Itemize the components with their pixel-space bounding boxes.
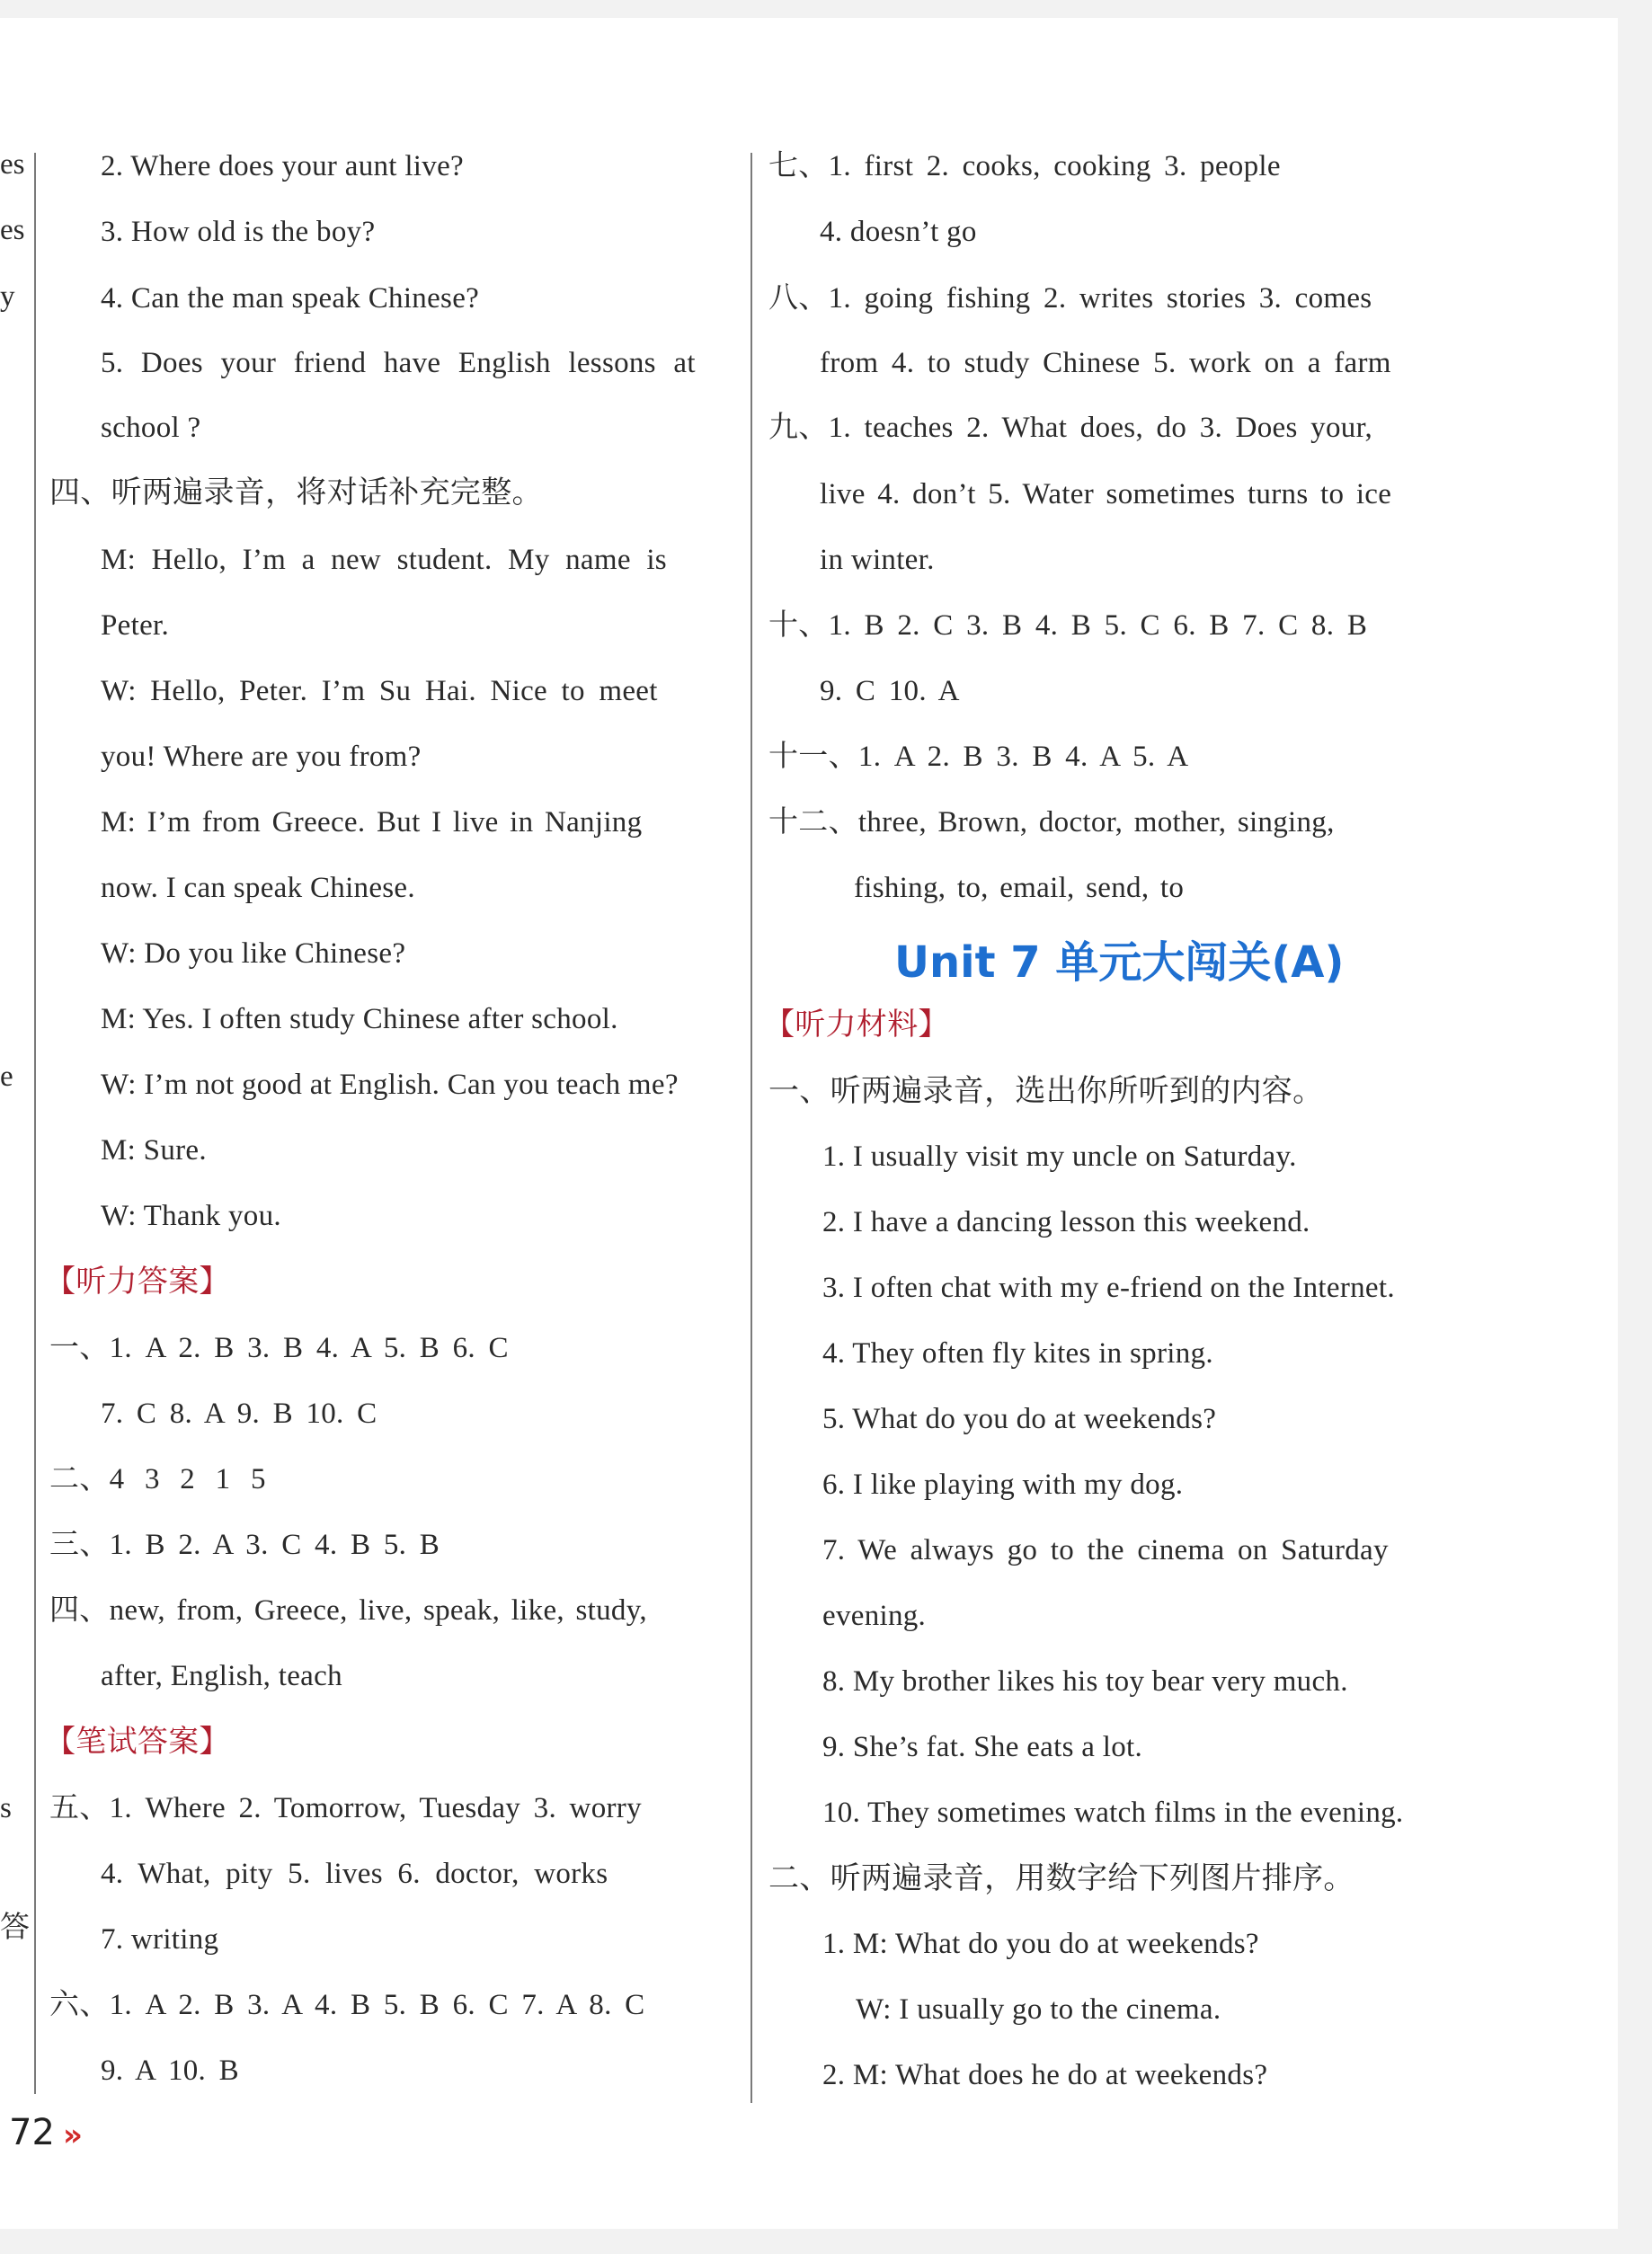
answer-line: 一、1. A 2. B 3. B 4. A 5. B 6. C [49, 1332, 509, 1364]
dialogue-line: now. I can speak Chinese. [101, 872, 415, 904]
answer-line: 八、1. going fishing 2. writes stories 3. comes [768, 282, 1372, 315]
dialogue-line: Peter. [101, 609, 170, 642]
material-line: 1. I usually visit my uncle on Saturday. [822, 1140, 1297, 1173]
edge-fragment: es [0, 214, 25, 246]
written-answers-header: 【笔试答案】 [45, 1724, 230, 1760]
section-title: 一、听两遍录音，选出你所听到的内容。 [768, 1073, 1324, 1109]
answer-line: 十二、three, Brown, doctor, mother, singing, [768, 806, 1335, 839]
answer-line: fishing, to, email, send, to [854, 872, 1185, 904]
dialogue-line: W: Thank you. [101, 1200, 281, 1232]
edge-fragment: e [0, 1060, 13, 1093]
question-line: 5. Does your friend have English lessons at [101, 347, 696, 379]
dialogue-line: W: Hello, Peter. I’m Su Hai. Nice to meet [101, 675, 658, 707]
dialogue-line: M: Hello, I’m a new student. My name is [101, 544, 667, 576]
listening-answers-header: 【听力答案】 [45, 1264, 230, 1300]
material-line: 1. M: What do you do at weekends? [822, 1928, 1259, 1960]
dialogue-line: W: Do you like Chinese? [101, 937, 406, 970]
answer-line: after, English, teach [101, 1660, 342, 1692]
answer-line: in winter. [820, 544, 935, 576]
material-line: 2. I have a dancing lesson this weekend. [822, 1206, 1310, 1238]
edge-fragment: y [0, 280, 15, 313]
material-line: evening. [822, 1600, 927, 1632]
answer-line: 9. A 10. B [101, 2054, 239, 2087]
answer-line: 4. What, pity 5. lives 6. doctor, works [101, 1858, 608, 1890]
material-line: 6. I like playing with my dog. [822, 1469, 1184, 1501]
material-line: 5. What do you do at weekends? [822, 1403, 1217, 1435]
answer-line: live 4. don’t 5. Water sometimes turns to ice [820, 478, 1392, 510]
page-number: 72 [9, 2112, 55, 2153]
material-line: 8. My brother likes his toy bear very much. [822, 1665, 1348, 1698]
question-line: 4. Can the man speak Chinese? [101, 282, 480, 315]
chevron-right-icon: » [63, 2117, 83, 2153]
section-title: 四、听两遍录音，将对话补充完整。 [49, 475, 543, 510]
answer-line: 六、1. A 2. B 3. A 4. B 5. B 6. C 7. A 8. C [49, 1989, 645, 2021]
answer-line: 十一、1. A 2. B 3. B 4. A 5. A [768, 741, 1189, 773]
answer-line: 四、new, from, Greece, live, speak, like, study, [49, 1594, 647, 1627]
unit-title: Unit 7 单元大闯关(A) [894, 937, 1345, 988]
material-line: 3. I often chat with my e-friend on the Internet. [822, 1272, 1395, 1304]
material-line: 4. They often fly kites in spring. [822, 1337, 1213, 1370]
answer-line: 五、1. Where 2. Tomorrow, Tuesday 3. worry [49, 1792, 642, 1824]
column-divider [751, 153, 752, 2103]
material-line: 9. She’s fat. She eats a lot. [822, 1731, 1143, 1763]
dialogue-line: W: I’m not good at English. Can you teach me? [101, 1069, 679, 1101]
edge-fragment: 答 [0, 1909, 30, 1944]
edge-fragment: es [0, 148, 25, 181]
answer-line: 二、4 3 2 1 5 [49, 1463, 266, 1495]
answer-line: 4. doesn’t go [820, 216, 977, 248]
answer-line: 三、1. B 2. A 3. C 4. B 5. B [49, 1529, 440, 1561]
section-title: 二、听两遍录音，用数字给下列图片排序。 [768, 1860, 1354, 1896]
left-rule [34, 153, 36, 2094]
dialogue-line: M: Sure. [101, 1134, 207, 1167]
answer-line: 7. C 8. A 9. B 10. C [101, 1398, 377, 1430]
answer-line: 七、1. first 2. cooks, cooking 3. people [768, 150, 1281, 182]
answer-line: 7. writing [101, 1923, 219, 1956]
edge-fragment: s [0, 1792, 12, 1824]
dialogue-line: M: I’m from Greece. But I live in Nanjing [101, 806, 643, 839]
question-line: 2. Where does your aunt live? [101, 150, 464, 182]
answer-line: 九、1. teaches 2. What does, do 3. Does your, [768, 412, 1373, 444]
material-line: 2. M: What does he do at weekends? [822, 2059, 1268, 2091]
dialogue-line: M: Yes. I often study Chinese after school. [101, 1003, 618, 1035]
answer-page [0, 18, 1618, 2229]
materials-header: 【听力材料】 [764, 1007, 949, 1043]
material-line: 7. We always go to the cinema on Saturday [822, 1534, 1389, 1566]
question-line: 3. How old is the boy? [101, 216, 376, 248]
question-line: school ? [101, 412, 201, 444]
dialogue-line: you! Where are you from? [101, 741, 422, 773]
answer-line: 9. C 10. A [820, 675, 960, 707]
material-line: W: I usually go to the cinema. [856, 1993, 1221, 2026]
answer-line: 十、1. B 2. C 3. B 4. B 5. C 6. B 7. C 8. B [768, 609, 1368, 642]
answer-line: from 4. to study Chinese 5. work on a farm [820, 347, 1391, 379]
material-line: 10. They sometimes watch films in the evening. [822, 1797, 1404, 1829]
